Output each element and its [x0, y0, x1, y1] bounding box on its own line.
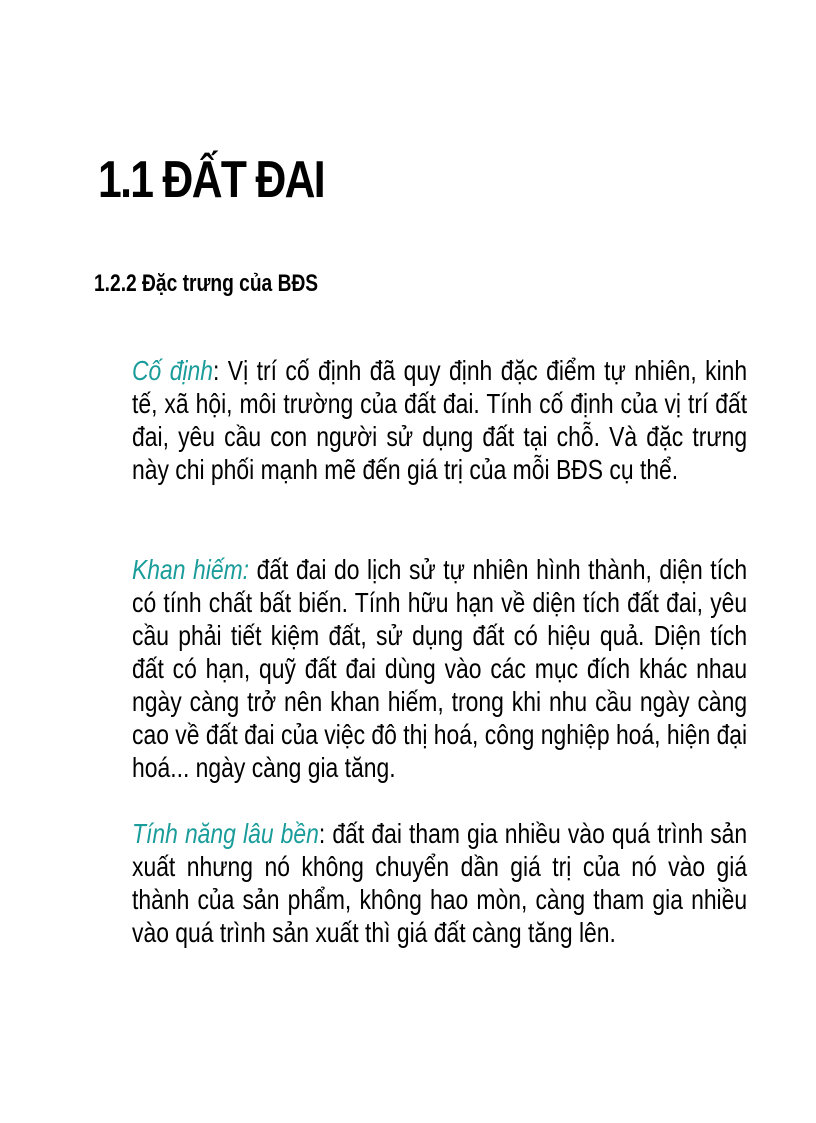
paragraph-durability-text: : đất đai tham gia nhiều vào quá trình sản xuất nhưng nó không chuyển dần giá trị của nó vào giá thành của sản phẩm, không hao mòn, càng tham gia nhiều vào quá trình sản xuất thì giá đất càng tăng lên. [132, 818, 748, 948]
paragraph-durability [132, 817, 747, 949]
paragraph-fixed-location-text: : Vị trí cố định đã quy định đặc điểm tự nhiên, kinh tế, xã hội, môi trường của đất đai. Tính cố định của vị trí đất đai, yêu cầu con người sử dụng đất tại chỗ. Và đặc trưng này chi phối mạnh mẽ đến giá trị của mỗi BĐS cụ thể. [132, 355, 748, 485]
term-durability: Tính năng lâu bền [132, 818, 319, 849]
section-heading: 1.2.2 Đặc trưng của BĐS [94, 270, 319, 297]
paragraph-fixed-location [132, 354, 747, 486]
paragraph-scarcity-text: đất đai do lịch sử tự nhiên hình thành, diện tích có tính chất bất biến. Tính hữu hạn về diện tích đất đai, yêu cầu phải tiết kiệm đất, sử dụng đất có hiệu quả. Diện tích đất có hạn, quỹ đất đai dùng vào các mục đích khác nhau ngày càng trở nên khan hiếm, trong khi nhu cầu ngày càng cao về đất đai của việc đô thị hoá, công nghiệp hoá, hiện đại hoá... ngày càng gia tăng. [132, 554, 748, 783]
term-fixed-location: Cố định [132, 355, 214, 386]
paragraph-scarcity [132, 553, 747, 784]
term-scarcity: Khan hiếm: [132, 554, 250, 585]
page-title: 1.1 ĐẤT ĐAI [98, 151, 324, 209]
